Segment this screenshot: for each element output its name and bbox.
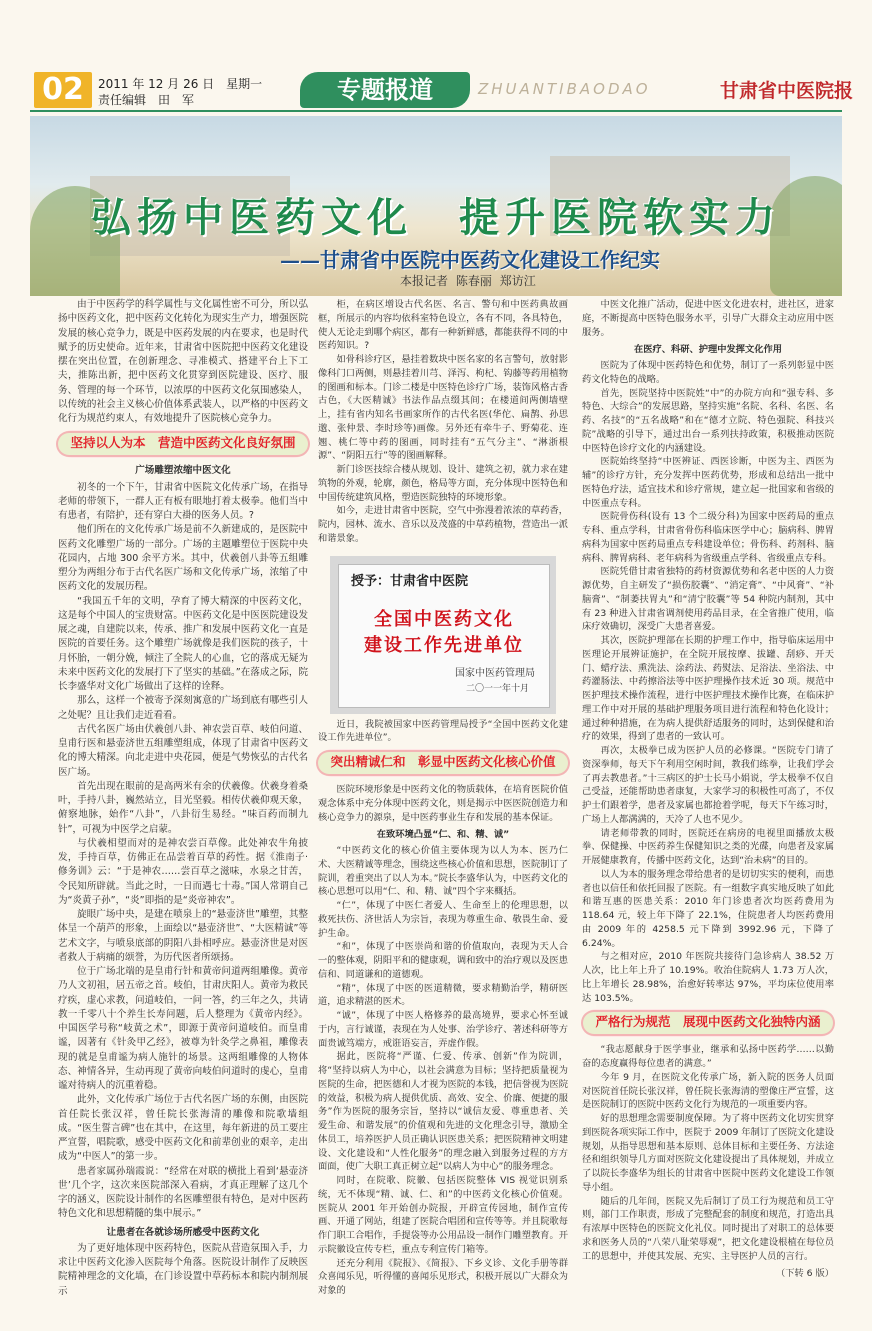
column-3 [582, 298, 834, 1281]
paragraph: 患者家属孙瑞霞说：“经常在对联的横批上看到‘悬壶济世’几个字，这次来医院部深入看病，才真正理解了这几个字的涵义，医院设计制作的名医雕塑很有特色，是对中医药特色文化和思想精髓的集中展示。” [58, 1165, 308, 1220]
issue-date: 2011 年 12 月 26 日 星期一 [98, 77, 263, 91]
paragraph: “仁”，体现了中医仁者爱人、生命至上的伦理思想，以救死扶伤、济世活人为宗旨，表现为尊重生命、敬畏生命、爱护生命。 [318, 900, 568, 939]
paragraph: 医院骨伤科(设有 13 个二级分科)为国家中医药局的重点专科、重点学科，甘肃省骨伤科临床医学中心；脑病科、脾胃病科为国家中医药局重点专科建设单位；骨伤科、药剂科、脑病科、脾胃病科、老年病科为省级重点学科、省级重点专科。 [582, 511, 834, 564]
byline-role: 本报记者 [400, 274, 449, 288]
paragraph: 此外，文化传承广场位于古代名医广场的东侧，由医院首任院长张汉祥，曾任院长张海清的雕像和院歌墙组成。“医生誓言碑”也在其中，在这里，每年新进的员工要庄严宣誓，唱院歌，感受中医药文化和前辈创业的艰辛，走出成为“中医人”的第一步。 [58, 1094, 308, 1163]
article-title: 弘扬中医药文化 提升医院软实力 [91, 194, 781, 241]
paragraph: 由于中医药学的科学属性与文化属性密不可分，所以弘扬中医药文化，把中医药文化转化为现实生产力，增强医院发展的核心竞争力，既是中医药发展的内在要求，也是时代赋予的历史使命。近年来，甘肃省中医院把中医药文化建设摆在突出位置，在创新理念、寻准模式、搭建平台上下工夫，推陈出新，把中医药文化贯穿到医院建设、医疗、服务、管理的每一个环节，以浓厚的中医药文化氛围感染人，以传统的社会主义核心价值体系武装人，以严格的中医药文化行为规范约束人，有效地提升了医院核心竞争力。 [58, 299, 308, 424]
plaque-title-line-2: 建设工作先进单位 [364, 634, 524, 656]
plaque-issuer: 国家中医药管理局 [455, 667, 535, 679]
paragraph: 为了更好地体现中医药特色，医院从营造氛围入手，力求让中医药文化渗入医院每个角落。医院设计制作了反映医院精神理念的文化墙，在门诊设置中草药标本和院内制剂展示 [58, 1242, 308, 1297]
issue-meta [98, 76, 262, 108]
subheading: 广场雕塑浓缩中医文化 [135, 465, 231, 477]
paragraph: “我国五千年的文明，孕育了博大精深的中医药文化，这是每个中国人的宝贵财富。中医药文化是中医医院建设发展之魂，自建院以来，传承、推广和发展中医药文化一直是医院的首要任务。这个雕塑广场就像是我们医院的孩子，十月怀胎，一朝分娩，倾注了全院人的心血，它的落成无疑为未来中医药文化的发展打下了坚实的基础。”在落成之际，院长李盛华对文化广场做出了这样的诠释。 [58, 595, 308, 692]
paragraph: 旋眼广场中央，是建在喷泉上的“悬壶济世”雕塑，其整体呈一个葫芦的形象，上面绘以“悬壶济世”、“大医精诚”等艺术文字，与喷泉底部的阴阳八卦相呼应。悬壶济世是对医者救人于病痛的颂誉，为历代医者所颂扬。 [58, 909, 308, 963]
paragraph: 他们所在的文化传承广场是前不久新建成的，是医院中医药文化雕塑广场的一部分。广场的主题雕塑位于医院中央花园内，占地 300 余平方米。其中，伏羲创八卦等五组雕塑分为两组分布于古代名医广场和文化传承广场，浓缩了中医药文化的发展历程。 [58, 524, 308, 593]
section-label: 专题报道 [300, 72, 470, 108]
byline-author-2: 郑访江 [499, 274, 536, 288]
paragraph: 医院凭借甘肃省独特的药材资源优势和名老中医的人力资源优势，自主研发了“损伤胶囊”、“消定膏”、“中风膏”、“补脑膏”、“制萎扶胃丸”和“清宁胶囊”等 54 种院内制剂，其中有 23 种进入甘肃省调剂使用药品目录，在全省推广使用，临床疗效确切，深受广大患者喜爱。 [582, 566, 834, 633]
paragraph: 医院环境形象是中医药文化的物质载体，在培育医院价值观念体系中充分体现中医药文化，则是揭示中医医院创造力和核心竞争力的源泉，是中医药事业生存和发展的基本保证。 [318, 784, 568, 823]
paragraph: 如骨科诊疗区，悬挂着数块中医名家的名言警句，放射影像科门口两侧，则悬挂着川芎、泽泻、枸杞、钩藤等药用植物的图画和标本。门诊二楼是中医特色诊疗广场，装饰风格古香古色，《大医精诚》书法作品点缀其间；在楼道间两侧墙壁上，挂有省内知名书画家所作的古代名医(华佗、扁鹊、孙思邈、张仲景、李时珍等)画像。另外还有牵牛子、野菊花、连翘、桃仁等中药的图画，同时挂有“五气分主”、“淋浙根源”、“阴阳五行”等的图画解释。 [318, 354, 568, 462]
paragraph: 与之相对应，2010 年医院共接待门急诊病人 38.52 万人次，比上年上升了 10.19%。收治住院病人 1.73 万人次，比上年增长 28.98%，治愈好转率达 97%，平均床位使用率达 103.5%。 [582, 951, 834, 1004]
paragraph: 初冬的一个下午，甘肃省中医院文化传承广场，在指导老师的带领下，一群人正有板有眼地打着太极拳。他们当中有患者，有陪护，还有穿白大褂的医务人员。? [58, 481, 308, 521]
paragraph: 好的思想理念需要制度保障。为了将中医药文化切实贯穿到医院各项实际工作中，医院于 2009 年制订了医院文化建设规划，从指导思想和基本原则、总体目标和主要任务、方法途径和组织领导几方面对医院文化建设提出了具体规划，并成立了以院长李盛华为组长的甘肃省中医院中医药文化建设工作领导小组。 [582, 1113, 834, 1193]
article-subtitle: ——甘肃省中医院中医药文化建设工作纪实 [280, 248, 660, 272]
paragraph: “我志愿献身于医学事业，继承和弘扬中医药学……以勤奋的态度赢得每位患者的满意。” [582, 1044, 834, 1069]
photo-caption: 近日，我院被国家中医药管理局授予“全国中医药文化建设工作先进单位”。 [318, 718, 568, 744]
page-header [0, 0, 872, 112]
section-banner-1: 坚持以人为本 营造中医药文化良好氛围 [58, 430, 308, 458]
title-banner [30, 116, 842, 296]
paragraph: “和”，体现了中医崇尚和谐的价值取向，表现为天人合一的整体观，阴阳平和的健康观，调和致中的治疗观以及医患信和、同道谦和的道德观。 [318, 941, 568, 980]
column-2 [318, 298, 568, 1298]
plaque-award-to: 授予：甘肃省中医院 [351, 573, 469, 589]
paragraph: 如今，走进甘肃省中医院，空气中弥漫着浓浓的草药香，院内，园林、流水、音乐以及茂盛的中草药植物，营造出一派和谐景象。 [318, 505, 568, 544]
award-plaque-image [330, 556, 556, 714]
section-pinyin: ZHUANTIBAODAO [478, 80, 651, 98]
byline [400, 272, 540, 289]
paragraph: 医院始终坚持“中医辨证、西医诊断，中医为主、西医为辅”的诊疗方针，充分发挥中医药优势，形成和总结出一批中医特色疗法，适宜技术和诊疗常规，建立起一批国家和省级的中医重点专科。 [582, 456, 834, 509]
paragraph: 与伏羲相望而对的是神农尝百草像。此处神农牛角披发，手持百草，仿佛正在品尝着百草的药性。据《淮南子·修务训》云：“于是神农……尝百草之滋味，水泉之甘苦，令民知所辟就。当此之时，一日而遇七十毒。”国人常谓自己为“炎黄子孙”，“炎”即指的是“炎帝神农”。 [58, 837, 308, 906]
continued-note: （下转 6 版） [775, 1268, 834, 1280]
editor-line: 责任编辑 田 军 [98, 93, 195, 107]
paragraph: 古代名医广场由伏羲创八卦、神农尝百草、岐伯问道、皇甫行医和悬壶济世五组雕塑组成，体现了甘肃省中医药文化的博大精深。向北走进中央花园，便是气势恢弘的古代名医广场。 [58, 723, 308, 778]
page-number: 02 [34, 72, 92, 108]
paragraph: “精”，体现了中医的医道精微，要求精勤治学，精研医道，追求精湛的医术。 [318, 982, 568, 1008]
column-1 [58, 298, 308, 1299]
subheading: 让患者在各就诊场所感受中医药文化 [106, 1226, 260, 1238]
paragraph: 今年 9 月，在医院文化传承广场，新入院的医务人员面对医院首任院长张汉祥，曾任院长张海清的塑像庄严宣誓，这是医院制订的医院中医药文化行为规范的一项重要内容。 [582, 1071, 834, 1111]
plaque-face [338, 564, 550, 708]
paragraph: 同时，在院歌、院徽、包括医院整体 VIS 视觉识别系统，无不体现“精、诚、仁、和”的中医药文化核心价值观。医院从 2001 年开始创办院报，开辟宣传园地，制作宣传画、开通了网站，组建了医院合唱团和宣传等等。并且院歌每作门职工合唱作，手提袋等办公用品设一制作门雕塑教育。开示院徽设宣传专栏，重点专利宣传门箱等。 [318, 1175, 568, 1255]
paragraph: 随后的几年间，医院又先后制订了员工行为规范和员工守则，部门工作职责，形成了完整配套的制度和规范，打造出具有浓厚中医特色的医院文化礼仪。同时提出了对职工的总体要求和医务人员的“八荣八耻荣辱观”，把文化建设根植在每位员工的思想中，并使其发展、充实、主导医护人员的言行。 [582, 1195, 834, 1262]
paragraph: 中医文化推广活动，促进中医文化进农村，进社区，进家庭，不断提高中医特色服务水平，引导广大群众主动应用中医服务。 [582, 299, 834, 338]
paragraph: 那么，这样一个被寄予深刻寓意的广场到底有哪些引人之处呢？且让我们走近看看。 [58, 695, 308, 721]
paragraph: 首先，医院坚持中医院姓“中”的办院方向和“强专科、多特色、大综合”的发展思路，坚持实施“名院、名科、名医、名药、名技”的“五名战略”和在“德才立院、特色强院、科技兴院”战略的引导下，通过出台一系列扶持政策，积极推动医院中医特色诊疗文化的内涵建设。 [582, 387, 834, 454]
paragraph: 首先出现在眼前的是高两米有余的伏羲像。伏羲身着桑叶，手持八卦，巍然站立，目光坚毅。相传伏羲仰观天象，俯察地脉，始作“八卦”，八卦衍生易经。“味百药而制九针”，可视为中医学之启蒙。 [58, 780, 308, 835]
plaque-title-line-1: 全国中医药文化 [374, 608, 514, 630]
paragraph: 以人为本的服务理念带给患者的是切切实实的便利，而患者也以信任和依托回报了医院。有一组数字真实地反映了如此和谐互惠的医患关系：2010 年门诊患者次均医药费用为 118.64 元，较上年下降了 22.1%，住院患者人均医药费用由 2009 年的 4258.5 元下降到 3992.96 元，下降了 6.24%。 [582, 868, 834, 949]
subheading: 在医疗、科研、护理中发挥文化作用 [634, 344, 782, 356]
paragraph: 柜，在病区增设古代名医、名言、警句和中医药典故画框，所展示的内容均依科室特色设立，各有不同，各具特色，使人无论走到哪个病区，都有一种新鲜感，都能获得不同的中医药知识。? [318, 299, 568, 352]
paragraph: “中医药文化的核心价值主要体现为以人为本、医乃仁术、大医精诚等理念，围绕这些核心价值和思想，医院制订了院训，着重突出了以人为本。”院长李盛华认为，中医药文化的核心思想可以用“仁、和、精、诚”四个字来概括。 [318, 845, 568, 898]
paragraph: 再次，太极拳已成为医护人员的必修课。“医院专门请了资深拳师，每天下午利用空闲时间，教我们练拳，让我们学会了再去教患者。”十三病区的护士长马小娟说，学太极拳不仅自己受益，还能帮助患者康复，大家学习的积极性可高了，不仅护士们跟着学，患者及家属也都抢着学呢，每天下午练习时，广场上人都满满的，天冷了人也不见少。 [582, 745, 834, 825]
paragraph: 据此，医院将“严谨、仁爱、传承、创新”作为院训，将“坚持以病人为中心，以社会满意为目标；坚持把质量视为医院的生命，把医德和人才视为医院的本钱，把信誉视为医院的效益，积极为病人提供优质、高效、安全、价廉、便捷的服务”作为医院的服务宗旨，坚持以“诚信友爱、尊重患者、关爱生命、和谐发展”的价值观和先进的文化理念引导，激励全体员工，培养医护人员正确认识医患关系；把医院精神文明建设、文化建设和“人性化服务”的理念融入到服务过程的方方面面，使广大职工真正树立起“以病人为中心”的服务理念。 [318, 1051, 568, 1173]
paragraph: “诚”，体现了中医人格修养的最高境界，要求心怀至诚于内，言行诚谨，表现在为人处事、治学诊疗、著述科研等方面贵诚笃端方，戒诳语妄言，弄虚作假。 [318, 1010, 568, 1049]
paragraph: 请老师带教的同时，医院还在病房的电视里面播放太极拳、保健操、中医药养生保健知识之类的光碟，向患者及家属开展健康教育，传播中医药文化，达到“治未病”的目的。 [582, 827, 834, 866]
paragraph: 其次，医院护理部在长期的护理工作中，指导临床运用中医理论开展辨证施护，在全院开展按摩、拔罐、刮痧、开天门、蜡疗法、熏洗法、涂药法、药熨法、足浴法、坐浴法、中药灌肠法、中药擦浴法等中医护理操作技术近 30 项。规范中医护理技术操作流程，进行中医护理技术操作比赛，在临床护理工作中对开展的基础护理服务项目进行流程和特色化设计；通过种种措施，在为病人提供舒适服务的同时，达到保健和治疗的效果，得到了患者的一致认可。 [582, 635, 834, 743]
section-banner-2: 突出精诚仁和 彰显中医药文化核心价值 [318, 749, 568, 777]
subheading: 在致环境凸显“仁、和、精、诚” [376, 829, 510, 841]
paragraph: 还充分利用《院报》、《简报》、下乡义诊、文化手册等群众喜闻乐见，听得懂的喜闻乐见形式，积极开展以广大群众为对象的 [318, 1257, 568, 1296]
paragraph: 医院为了体现中医药特色和优势，制订了一系列彰显中医药文化特色的战略。 [582, 360, 834, 385]
paragraph: 新门诊医技综合楼从规划、设计、建筑之初，就力求在建筑物的外观，轮廓，颜色，格局等方面，充分体现中医特色和中国传统建筑风格，塑造医院独特的环境形象。 [318, 464, 568, 503]
header-rule [30, 110, 842, 112]
byline-author-1: 陈春丽 [455, 274, 492, 288]
newspaper-name: 甘肃省中医院报 [720, 80, 854, 102]
plaque-date: 二〇一一年十月 [465, 683, 529, 694]
section-banner-3: 严格行为规范 展现中医药文化独特内涵 [582, 1009, 834, 1037]
paragraph: 位于广场北端的是皇甫行针和黄帝问道两组雕像。黄帝乃人文初祖，居五帝之首。岐伯，甘肃庆阳人。黄帝为救民疗疾，虚心求教，问道岐伯，一问一答，约三年之久，共请教一千零八十个养生长寿问题，后人整理为《黄帝内经》。中国医学号称“岐黄之术”，即源于黄帝问道岐伯。而皇甫谧，因著有《针灸甲乙经》，被尊为针灸学之鼻祖，雕像表现的就是皇甫谧为病人施针的场景。这两组雕像的人物体态、神情各异，生动再现了黄帝向岐伯问道时的虔心，皇甫谧对待病人的沉重着稳。 [58, 966, 308, 1091]
